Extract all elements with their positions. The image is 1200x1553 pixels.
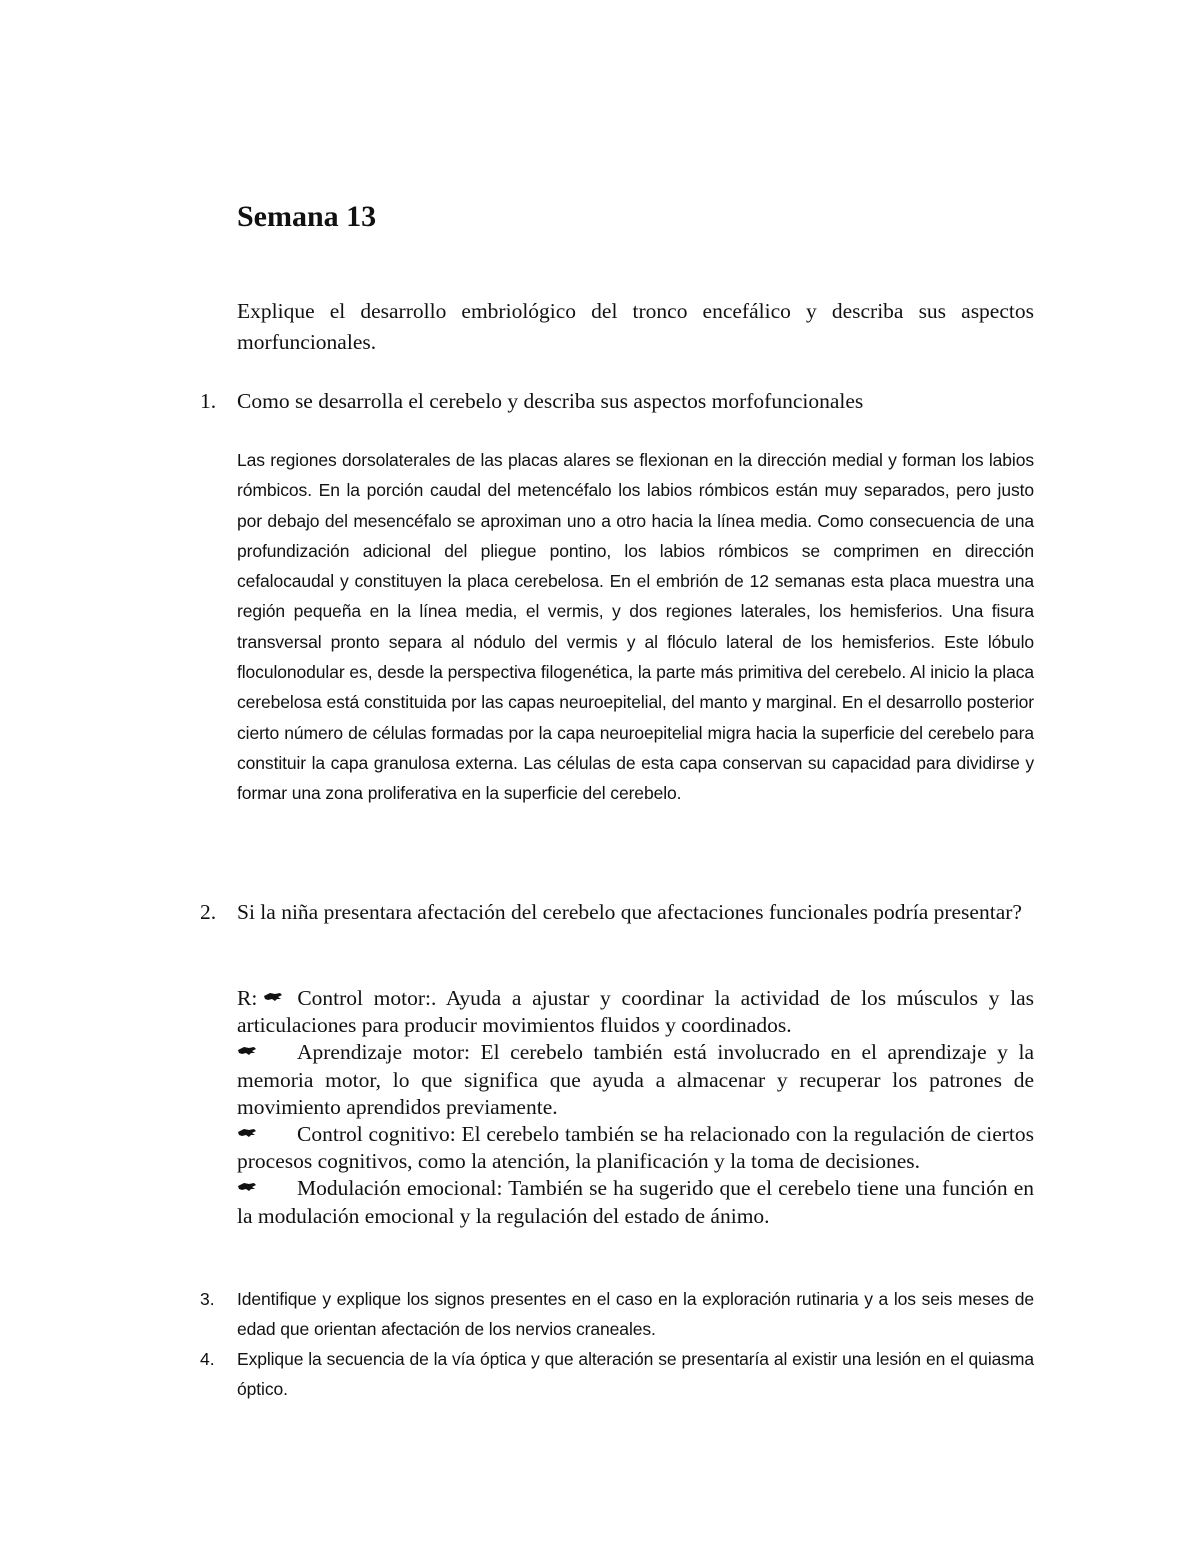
question-1-answer: Las regiones dorsolaterales de las placas alares se flexionan en la dirección medial y forman los labios rómbicos. En la porción caudal del metencéfalo los labios rómbicos están muy separados, pero justo por debajo del mesencéfalo se aproximan uno a otro hacia la línea media. Como consecuencia de una profundización adicional del pliegue pontino, los labios rómbicos se comprimen en dirección cefalocaudal y constituyen la placa cerebelosa. En el embrión de 12 semanas esta placa muestra una región pequeña en la línea media, el vermis, y dos regiones laterales, los hemisferios. Una fisura transversal pronto separa al nódulo del vermis y al flóculo lateral de los hemisferios. Este lóbulo floculonodular es, desde la perspectiva filogenética, la parte más primitiva del cerebelo. Al inicio la placa cerebelosa está constituida por las capas neuroepitelial, del manto y marginal. En el desarrollo posterior cierto número de células formadas por la capa neuroepitelial migra hacia la superficie del cerebelo para constituir la capa granulosa externa. Las células de esta capa conservan su capacidad para dividirse y formar una zona proliferativa en la superficie del cerebelo. xyxy=(237,450,1034,804)
question-4-number: 4. xyxy=(200,1349,215,1369)
question-2-text: Si la niña presentara afectación del cerebelo que afectaciones funcionales podría presentar? xyxy=(237,900,1022,924)
cursor-hand-icon xyxy=(237,1045,257,1057)
answer-bullet-2: Aprendizaje motor: El cerebelo también está involucrado en el aprendizaje y la memoria motor, lo que significa que ayuda a almacenar y recuperar los patrones de movimiento aprendidos previamente. xyxy=(237,1040,1034,1119)
question-3-number: 3. xyxy=(200,1289,215,1309)
cursor-hand-icon xyxy=(237,1181,257,1193)
question-2-number: 2. xyxy=(200,900,217,924)
answer-prefix: R: xyxy=(237,986,258,1010)
page-title: Semana 13 xyxy=(237,200,377,233)
question-3-text: Identifique y explique los signos presentes en el caso en la exploración rutinaria y a los seis meses de edad que orientan afectación de los nervios craneales. xyxy=(237,1289,1034,1340)
answer-bullet-1: R: Control motor:. Ayuda a ajustar y coordinar la actividad de los músculos y las articulaciones para producir movimientos fluidos y coordinados. xyxy=(237,986,1034,1038)
intro-question: Explique el desarrollo embriológico del tronco encefálico y describa sus aspectos morfuncionales. xyxy=(237,299,1034,354)
cursor-hand-icon xyxy=(263,991,283,1003)
question-4-text: Explique la secuencia de la vía óptica y que alteración se presentaría al existir una lesión en el quiasma óptico. xyxy=(237,1349,1034,1400)
question-2-answer xyxy=(237,985,1034,1230)
cursor-hand-icon xyxy=(237,1127,257,1139)
answer-bullet-3: Control cognitivo: El cerebelo también se ha relacionado con la regulación de ciertos procesos cognitivos, como la atención, la planificación y la toma de decisiones. xyxy=(237,1122,1034,1174)
question-1-text: Como se desarrolla el cerebelo y describa sus aspectos morfofuncionales xyxy=(237,389,864,413)
answer-bullet-4: Modulación emocional: También se ha sugerido que el cerebelo tiene una función en la modulación emocional y la regulación del estado de ánimo. xyxy=(237,1176,1034,1228)
question-1-number: 1. xyxy=(200,389,217,413)
